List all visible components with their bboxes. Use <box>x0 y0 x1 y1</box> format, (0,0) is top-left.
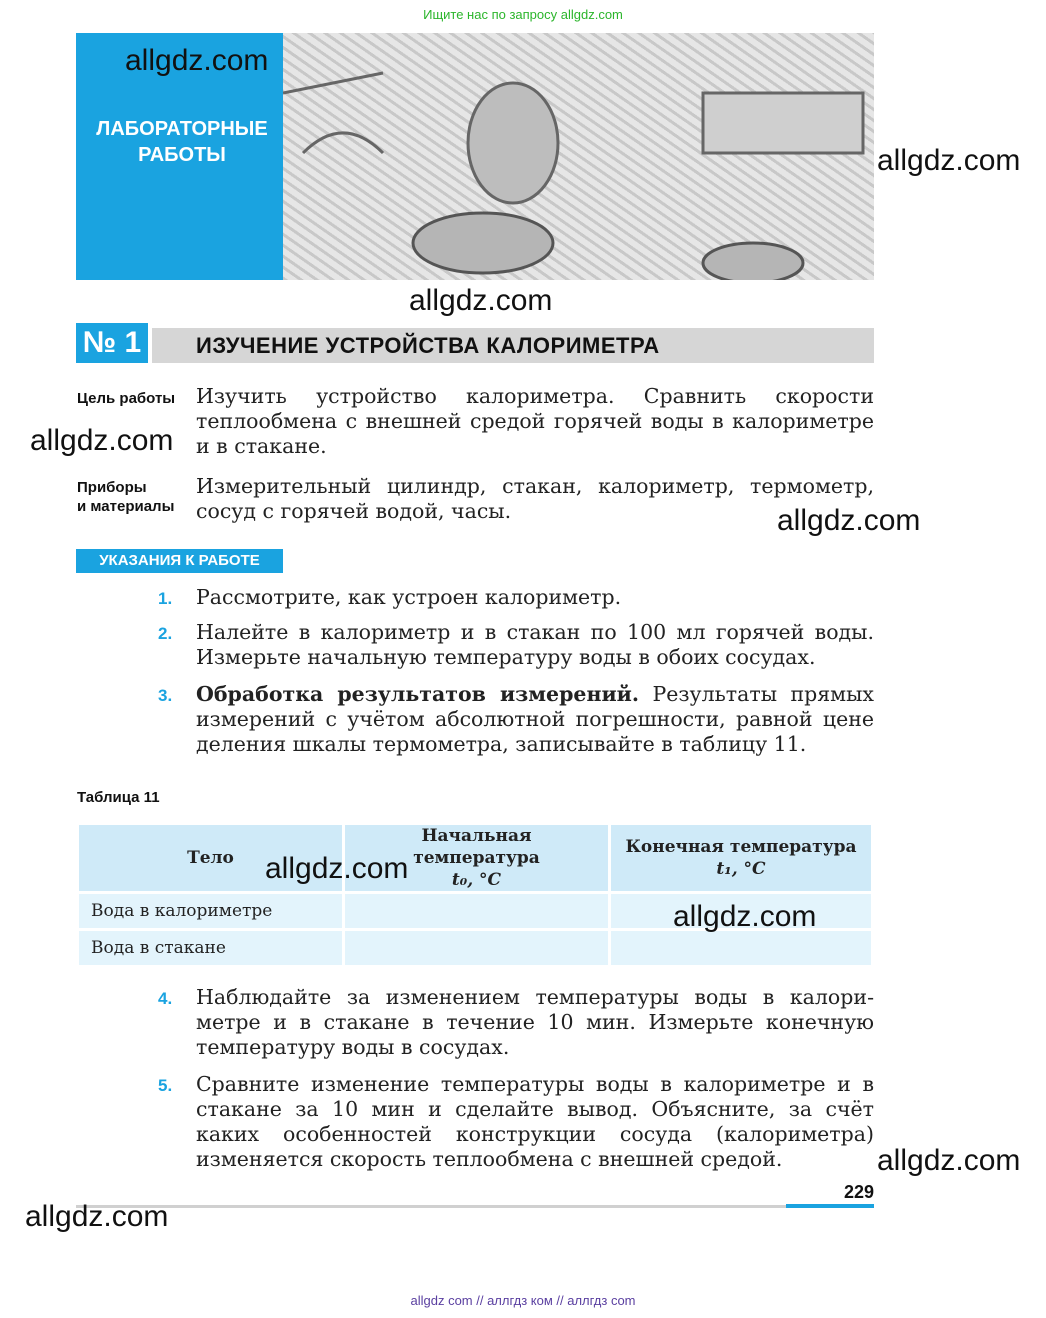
cell-initial <box>344 930 610 967</box>
banner-title <box>76 116 288 168</box>
watermark: allgdz.com <box>265 852 409 885</box>
step-number: 5. <box>158 1076 173 1095</box>
header-initial-unit: t₀, °C <box>451 870 502 890</box>
materials-text: Измерительный цилиндр, стакан, калориметр, термометр, сосуд с горячей водой, часы. <box>196 474 874 523</box>
row-label: Вода в калориметре <box>78 893 344 930</box>
results-table <box>76 822 874 968</box>
table-header-row <box>78 824 873 893</box>
step-number: 1. <box>158 589 173 608</box>
header-final-label: Конечная температура <box>625 837 857 857</box>
step-number: 2. <box>158 624 173 643</box>
page-number: 229 <box>843 1182 874 1202</box>
banner-line-1: ЛАБОРАТОРНЫЕ <box>96 118 268 140</box>
table-caption: Таблица 11 <box>77 789 160 806</box>
watermark: allgdz.com <box>25 1200 169 1233</box>
step-text-rest: Результаты прямых измерений с учётом абсолютной погрешности, равной цене деления шкалы термометра, записывайте в таблицу 11. <box>196 682 874 756</box>
step-text: Наблюдайте за изменением температуры воды в калориметре и в стакане в течение 10 мин. Измерьте конечную температуру воды в сосудах. <box>196 985 874 1059</box>
watermark: allgdz.com <box>877 144 1021 177</box>
bottom-links[interactable]: allgdz com // аллгдз ком // аллгдз com <box>410 1293 636 1308</box>
section-heading: УКАЗАНИЯ К РАБОТЕ <box>76 549 283 573</box>
goal-label: Цель работы <box>77 390 176 407</box>
step-number: 3. <box>158 686 173 705</box>
lab-title: ИЗУЧЕНИЕ УСТРОЙСТВА КАЛОРИМЕТРА <box>196 333 660 358</box>
materials-label-2: и материалы <box>77 498 175 515</box>
footer-accent <box>786 1204 874 1208</box>
watermark: allgdz.com <box>30 424 174 457</box>
cell-final <box>610 930 873 967</box>
step-text: Налейте в калориметр и в стакан по 100 мл горячей воды. Измерьте начальную температуру воды в обоих сосудах. <box>196 620 874 669</box>
table-row <box>78 930 873 967</box>
watermark: allgdz.com <box>877 1144 1021 1177</box>
watermark: allgdz.com <box>777 504 921 537</box>
header-body: Тело <box>78 824 344 893</box>
cell-initial <box>344 893 610 930</box>
step-text: Рассмотрите, как устроен калориметр. <box>196 585 622 609</box>
goal-text: Изучить устройство калориметра. Сравнить скорости теплообмена с внешней средой горячей воды в калориметре и в стакане. <box>196 384 874 458</box>
banner-line-2: РАБОТЫ <box>138 144 226 166</box>
alchemy-engraving-image <box>283 33 874 280</box>
step-text: Сравните изменение температуры воды в калориметре и в стакане за 10 мин и сделайте вывод. Объясните, за счёт каких особенностей конструкции сосуда (калориметра) изменяется скорость теплообмена с внешней средой. <box>196 1072 874 1171</box>
step-number: 4. <box>158 989 173 1008</box>
materials-label-1: Приборы <box>77 479 147 496</box>
watermark: allgdz.com <box>409 284 553 317</box>
materials-label <box>77 478 174 516</box>
footer-divider <box>76 1205 786 1208</box>
row-label: Вода в стакане <box>78 930 344 967</box>
step-text <box>196 682 874 757</box>
header-final-unit: t₁, °C <box>716 859 766 879</box>
lab-number-badge: № 1 <box>76 323 148 363</box>
watermark: allgdz.com <box>125 44 269 77</box>
engraving-illustration <box>283 33 874 280</box>
watermark: allgdz.com <box>673 900 817 933</box>
step-bold-lead: Обработка результатов измерений. <box>196 682 640 706</box>
top-search-note[interactable]: Ищите нас по запросу allgdz.com <box>423 7 623 22</box>
header-final-temp <box>610 824 873 893</box>
header-initial-label: Начальная температура <box>413 826 540 868</box>
